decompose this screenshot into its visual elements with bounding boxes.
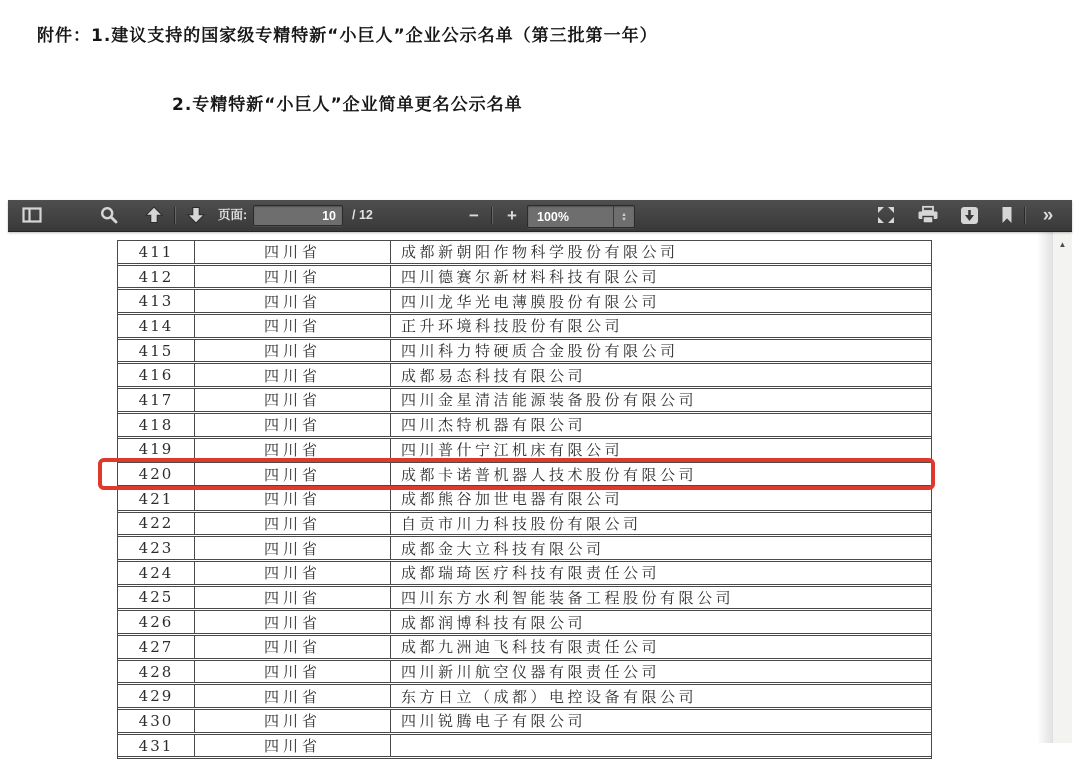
pdf-toolbar — [8, 200, 1072, 232]
cell-comp: 成都金大立科技有限公司 — [401, 539, 605, 558]
table-row — [118, 488, 931, 513]
attachment-title-line2: 2.专精特新“小巨人”企业简单更名公示名单 — [172, 95, 523, 115]
cell-prov: 四川省 — [194, 364, 391, 386]
cell-prov: 四川省 — [194, 463, 391, 485]
cell-prov: 四川省 — [194, 414, 391, 436]
cell-prov: 四川省 — [194, 241, 391, 263]
cell-comp: 四川普什宁江机床有限公司 — [401, 440, 624, 459]
cell-prov: 四川省 — [194, 315, 391, 337]
cell-num: 423 — [138, 539, 174, 558]
cell-num: 430 — [138, 711, 174, 730]
toolbar-divider — [174, 207, 175, 224]
cell-comp: 成都卡诺普机器人技术股份有限公司 — [401, 465, 698, 484]
zoom-out-button[interactable] — [460, 203, 488, 227]
cell-prov: 四川省 — [194, 389, 391, 411]
cell-prov: 四川省 — [194, 636, 391, 658]
table-row — [118, 241, 931, 266]
viewer-content — [8, 231, 1072, 756]
cell-comp: 四川金星清洁能源装备股份有限公司 — [401, 391, 698, 410]
zoom-in-button[interactable] — [498, 203, 526, 227]
zoom-spinner-icon[interactable] — [613, 206, 634, 227]
attachment-title-line1: 附件：1.建议支持的国家级专精特新“小巨人”企业公示名单（第三批第一年） — [37, 26, 658, 46]
cell-num: 428 — [138, 662, 174, 681]
cell-prov: 四川省 — [194, 340, 391, 362]
table-row — [118, 290, 931, 315]
cell-prov: 四川省 — [194, 735, 391, 757]
previous-page-icon[interactable] — [140, 203, 168, 227]
cell-num: 415 — [138, 341, 174, 360]
cell-num: 429 — [138, 687, 174, 706]
cell-comp: 四川科力特硬质合金股份有限公司 — [401, 342, 679, 361]
cell-num: 413 — [138, 292, 174, 311]
cell-num: 417 — [138, 390, 174, 409]
page-total-label: / 12 — [352, 208, 373, 222]
page-edge-shadow — [1037, 231, 1053, 743]
cell-comp: 四川东方水利智能装备工程股份有限公司 — [401, 588, 735, 607]
vertical-scrollbar[interactable] — [1052, 231, 1072, 743]
cell-prov: 四川省 — [194, 611, 391, 633]
table-row — [118, 611, 931, 636]
table-row — [118, 562, 931, 587]
double-chevron-icon: » — [1042, 204, 1054, 226]
cell-comp: 自贡市川力科技股份有限公司 — [401, 514, 642, 533]
pdf-viewer — [8, 200, 1072, 756]
minus-icon: − — [469, 205, 479, 225]
spinner-up-icon: ▴ — [622, 210, 626, 218]
zoom-level-value: 100% — [537, 209, 569, 224]
cell-num: 414 — [138, 316, 174, 335]
toolbar-divider — [491, 207, 492, 224]
cell-prov: 四川省 — [194, 439, 391, 461]
cell-comp: 成都润博科技有限公司 — [401, 613, 587, 632]
cell-comp: 成都熊谷加世电器有限公司 — [401, 490, 624, 509]
table-row — [118, 636, 931, 661]
cell-comp: 四川锐腾电子有限公司 — [401, 712, 587, 731]
table-row — [118, 513, 931, 538]
table-row — [118, 340, 931, 365]
table-row — [118, 710, 931, 735]
cell-comp: 成都瑞琦医疗科技有限责任公司 — [401, 564, 661, 583]
table-row — [118, 463, 931, 488]
cell-comp: 东方日立（成都）电控设备有限公司 — [401, 687, 698, 706]
more-tools-icon[interactable] — [1034, 203, 1062, 227]
table-row — [118, 587, 931, 612]
cell-prov: 四川省 — [194, 537, 391, 559]
cell-num: 431 — [138, 736, 174, 755]
cell-num: 427 — [138, 637, 174, 656]
table-row — [118, 389, 931, 414]
cell-prov: 四川省 — [194, 587, 391, 609]
table-row — [118, 266, 931, 291]
cell-num: 421 — [138, 489, 174, 508]
cell-num: 420 — [138, 465, 174, 484]
table-row — [118, 364, 931, 389]
presentation-mode-icon[interactable] — [872, 203, 900, 227]
table-row — [118, 735, 931, 759]
page-label: 页面: — [218, 208, 248, 222]
cell-prov: 四川省 — [194, 488, 391, 510]
cell-num: 425 — [138, 588, 174, 607]
cell-num: 412 — [138, 267, 174, 286]
cell-prov: 四川省 — [194, 661, 391, 683]
table-row — [118, 661, 931, 686]
cell-num: 424 — [138, 563, 174, 582]
cell-prov: 四川省 — [194, 685, 391, 707]
bookmark-icon[interactable] — [993, 203, 1021, 227]
cell-num: 416 — [138, 366, 174, 385]
page-number-input[interactable] — [253, 205, 343, 226]
cell-comp: 成都易态科技有限公司 — [401, 366, 587, 385]
cell-comp: 四川新川航空仪器有限责任公司 — [401, 663, 661, 682]
table-row — [118, 315, 931, 340]
table-row — [118, 414, 931, 439]
plus-icon: + — [507, 205, 517, 225]
cell-num: 419 — [138, 440, 174, 459]
cell-num: 418 — [138, 415, 174, 434]
cell-comp: 四川杰特机器有限公司 — [401, 416, 587, 435]
cell-num: 422 — [138, 514, 174, 533]
cell-prov: 四川省 — [194, 290, 391, 312]
table-row — [118, 537, 931, 562]
download-icon[interactable] — [955, 203, 983, 227]
cell-num: 411 — [138, 242, 174, 261]
cell-comp — [391, 735, 931, 757]
cell-comp: 成都九洲迪飞科技有限责任公司 — [401, 638, 661, 657]
print-icon[interactable] — [914, 203, 942, 227]
table-row — [118, 685, 931, 710]
search-icon[interactable] — [95, 203, 123, 227]
cell-num: 426 — [138, 613, 174, 632]
cell-prov: 四川省 — [194, 562, 391, 584]
zoom-level-select[interactable] — [527, 205, 635, 228]
spinner-down-icon: ▾ — [622, 215, 626, 223]
cell-prov: 四川省 — [194, 266, 391, 288]
cell-prov: 四川省 — [194, 710, 391, 732]
company-table — [117, 240, 932, 759]
cell-comp: 四川龙华光电薄膜股份有限公司 — [401, 292, 661, 311]
sidebar-toggle-icon[interactable] — [18, 203, 46, 227]
cell-prov: 四川省 — [194, 513, 391, 535]
scroll-up-arrow-icon[interactable]: ▲ — [1058, 240, 1067, 249]
toolbar-divider — [1024, 207, 1025, 224]
cell-comp: 正升环境科技股份有限公司 — [401, 317, 624, 336]
cell-comp: 四川德赛尔新材料科技有限公司 — [401, 268, 661, 287]
table-row — [118, 439, 931, 464]
cell-comp: 成都新朝阳作物科学股份有限公司 — [401, 243, 679, 262]
next-page-icon[interactable] — [182, 203, 210, 227]
